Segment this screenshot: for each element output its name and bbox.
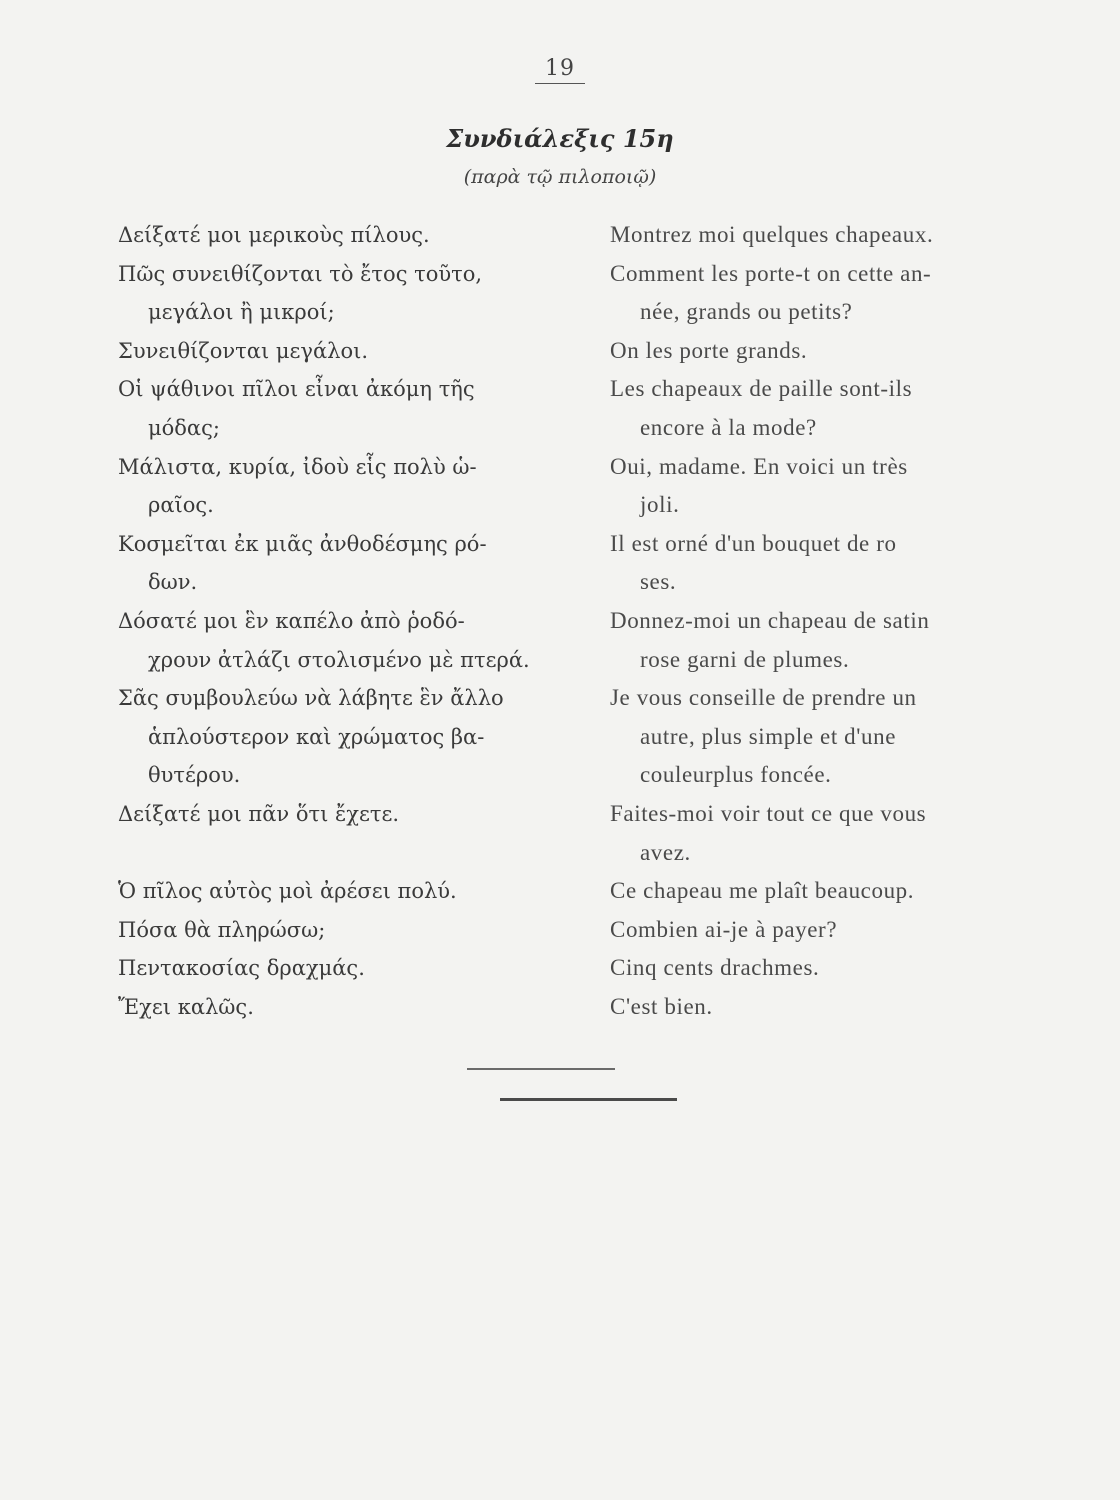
greek-line: χρουν ἀτλάζι στολισμένο μὲ πτερά. [148,647,530,672]
french-line: Faites-moi voir tout ce que vous [610,800,927,826]
lesson-title: Συνδιάλεξις 15η [446,124,674,153]
greek-line: Δόσατέ μοι ἓν καπέλο ἀπὸ ῥοδό- [118,608,465,633]
french-line: Les chapeaux de paille sont-ils [610,376,913,402]
french-line: rose garni de plumes. [640,646,850,672]
french-line: couleurplus foncée. [640,762,832,788]
page-number-text: 19 [535,56,585,84]
french-line: née, grands ou petits? [640,299,853,325]
french-line: Comment les porte-t on cette an- [610,260,932,286]
french-line: Combien ai-je à payer? [610,916,838,942]
french-line: Ce chapeau me plaît beaucoup. [610,878,915,904]
greek-line: Δείξατέ μοι πᾶν ὅτι ἔχετε. [118,801,400,826]
greek-line: ραῖος. [148,493,214,518]
page-number [0,56,1120,84]
french-line: joli. [640,492,680,518]
french-line: autre, plus simple et d'une [640,723,897,749]
french-line: Donnez-moi un chapeau de satin [610,607,930,633]
french-line: avez. [640,839,691,865]
greek-column [118,216,588,1026]
greek-line: Πεντακοσίας δραχμάς. [118,956,365,981]
french-line: Oui, madame. En voici un très [610,453,908,479]
greek-line: Πόσα θὰ πληρώσω; [118,917,326,942]
french-line: Il est orné d'un bouquet de ro [610,530,897,556]
closing-rule-long [500,1098,677,1101]
lesson-subtitle: (παρὰ τῷ πιλοποιῷ) [463,166,657,188]
french-line: On les porte grands. [610,337,808,363]
greek-line: Οἱ ψάθινοι πῖλοι εἶναι ἀκόμη τῆς [118,377,475,402]
greek-line: Ὁ πῖλος αὐτὸς μοὶ ἀρέσει πολύ. [118,879,457,904]
greek-line: μεγάλοι ἢ μικροί; [148,300,335,325]
greek-line: ἁπλούστερον καὶ χρώματος βα- [148,724,485,749]
greek-line: Δείξατέ μοι μερικοὺς πίλους. [118,223,430,247]
greek-line: δων. [148,570,198,595]
greek-line: μόδας; [148,415,220,440]
french-line: C'est bien. [610,993,713,1019]
greek-line: Συνειθίζονται μεγάλοι. [118,338,368,363]
greek-line: Σᾶς συμβουλεύω νὰ λάβητε ἓν ἄλλο [118,686,504,711]
french-line: Montrez moi quelques chapeaux. [610,222,934,247]
french-line: encore à la mode? [640,414,817,440]
greek-line: θυτέρου. [148,763,241,788]
greek-line: Ἔχει καλῶς. [118,994,254,1019]
greek-line: Κοσμεῖται ἐκ μιᾶς ἀνθοδέσμης ρό- [118,531,487,556]
french-line: Cinq cents drachmes. [610,955,820,981]
french-line: Je vous conseille de prendre un [610,685,917,711]
french-column [610,216,1070,1026]
greek-line: Πῶς συνειθίζονται τὸ ἔτος τοῦτο, [118,261,483,286]
greek-line: Μάλιστα, κυρία, ἰδοὺ εἷς πολὺ ὡ- [118,454,477,479]
closing-rule-short [467,1068,615,1070]
greek-line-blank [118,834,588,873]
french-line: ses. [640,569,677,595]
